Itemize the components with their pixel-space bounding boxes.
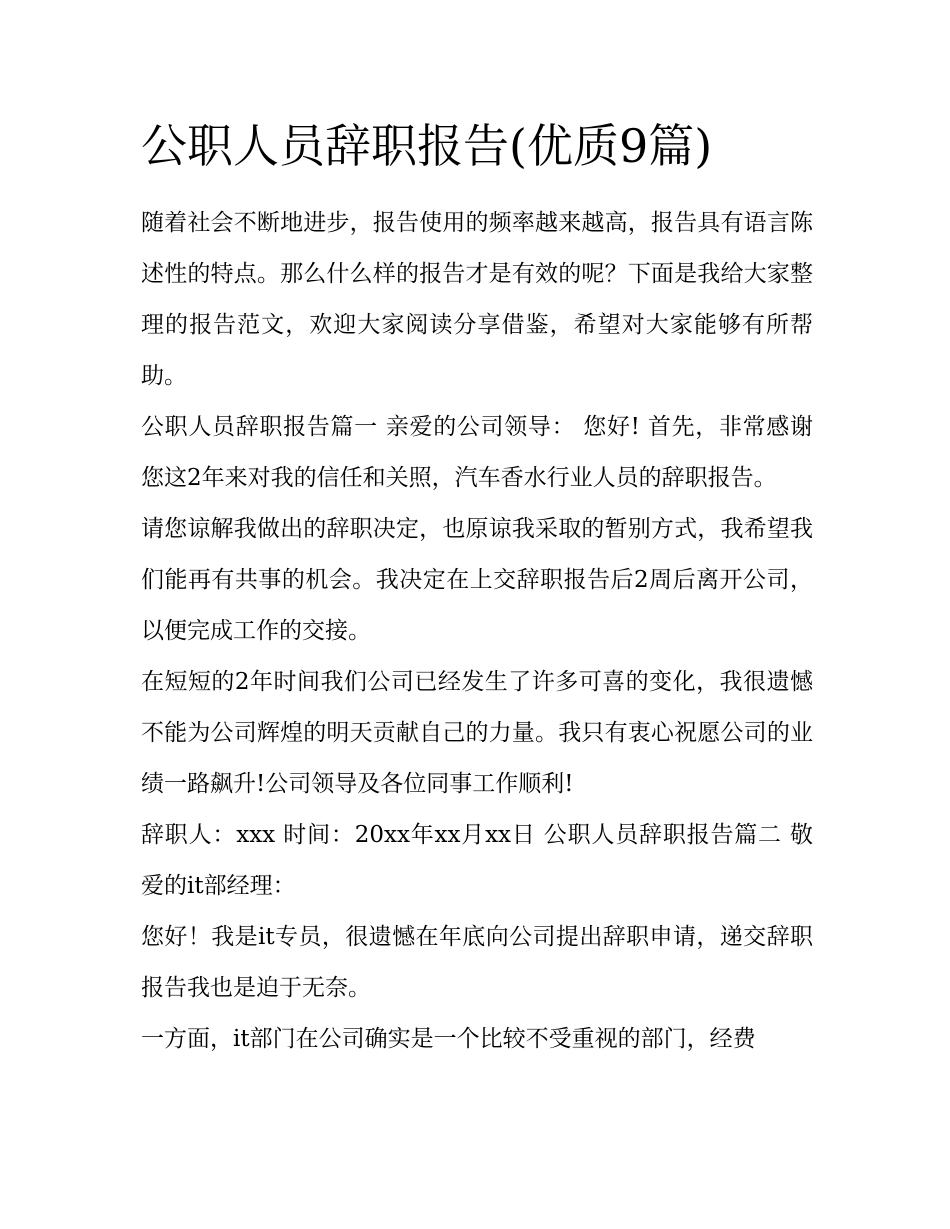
paragraph-letter-two-greeting: 您好！我是it专员，很遗憾在年底向公司提出辞职申请，递交辞职报告我也是迫于无奈。	[141, 924, 813, 1001]
document-title: 公职人员辞职报告(优质9篇)	[141, 119, 713, 173]
paragraph-intro: 随着社会不断地进步，报告使用的频率越来越高，报告具有语言陈述性的特点。那么什么样的报告才是有效的呢？下面是我给大家整理的报告范文，欢迎大家阅读分享借鉴，希望对大家能够有所帮助。	[141, 210, 813, 389]
paragraph-resignation-decision: 请您谅解我做出的辞职决定，也原谅我采取的暂别方式，我希望我们能再有共事的机会。我决定在上交辞职报告后2周后离开公司，以便完成工作的交接。	[141, 516, 813, 644]
paragraph-signature-letter-two: 辞职人：xxx 时间：20xx年xx月xx日 公职人员辞职报告篇二 敬爱的it部经理：	[141, 822, 813, 899]
paragraph-it-department: 一方面，it部门在公司确实是一个比较不受重视的部门，经费	[141, 1026, 756, 1052]
paragraph-letter-one-greeting: 公职人员辞职报告篇一 亲爱的公司领导： 您好! 首先，非常感谢您这2年来对我的信任和关照，汽车香水行业人员的辞职报告。	[141, 414, 813, 491]
document-body	[141, 114, 813, 1065]
paragraph-company-changes: 在短短的2年时间我们公司已经发生了许多可喜的变化，我很遗憾不能为公司辉煌的明天贡献自己的力量。我只有衷心祝愿公司的业绩一路飙升!公司领导及各位同事工作顺利!	[141, 669, 813, 797]
